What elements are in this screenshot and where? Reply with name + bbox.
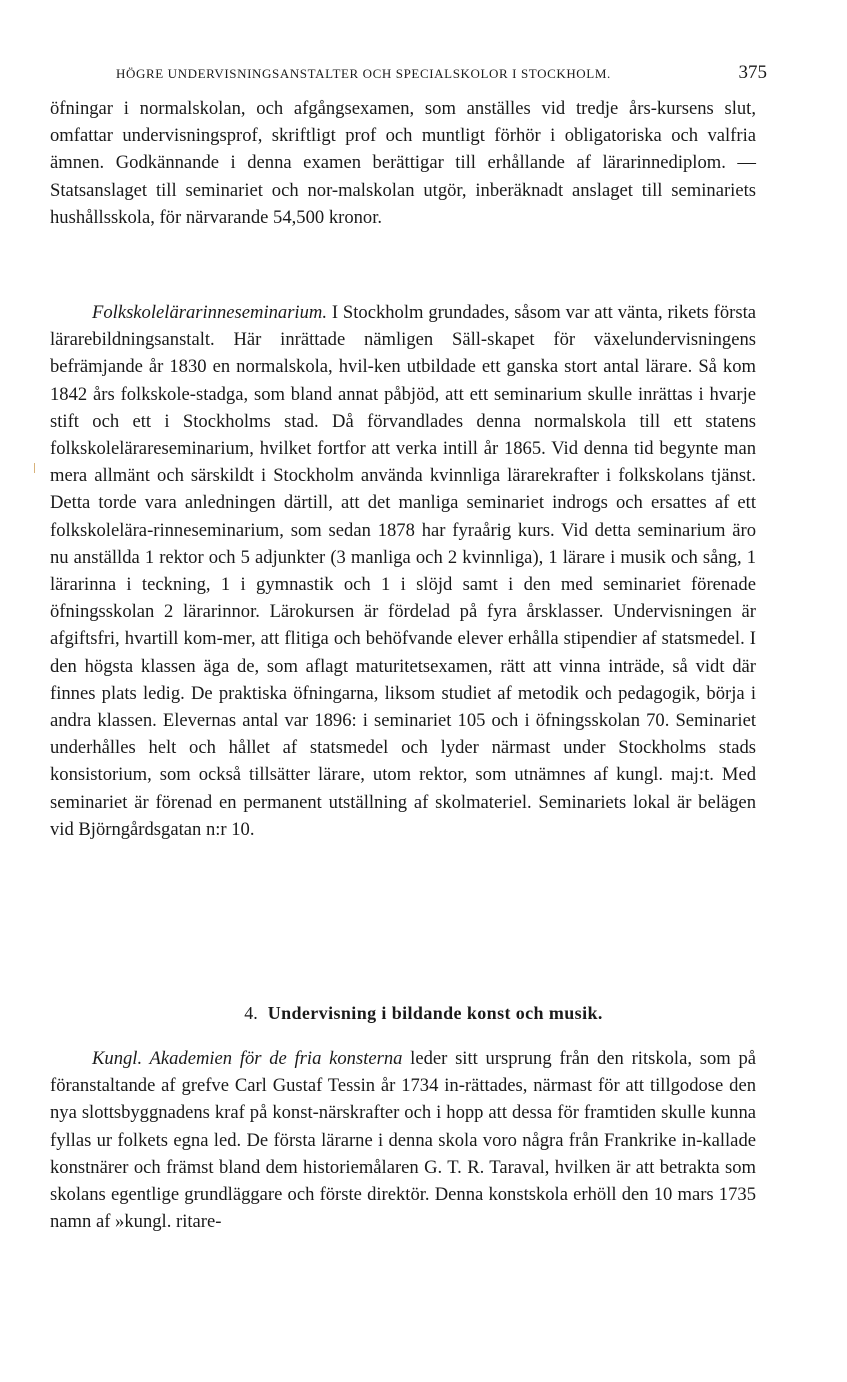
paragraph-text: leder sitt ursprung från den ritskola, som på föranstaltande af grefve Carl Gustaf Tessin år 1734 in-rättades, närmast för att tillgodose den nya slottsbyggnadens kraf på konst-närskrafter och i hopp att dessa för framtiden skulle kunna fyllas ur folkets egna led. De första lärarne i denna skola voro några från Frankrike in-kallade konstnärer och främst bland dem historiemålaren G. T. R. Taraval, hvilken är att betrakta som skolans egentlige grundläggare och förste direktör. Denna konstskola erhöll den 10 mars 1735 namn af »kungl. ritare- <box>50 1048 756 1233</box>
paragraph-run-in-title: Folkskolelärarinneseminarium. <box>92 302 327 323</box>
paragraph-body <box>50 299 756 843</box>
running-header <box>50 62 767 86</box>
margin-mark-stroke <box>34 463 35 473</box>
paragraph-text: I Stockholm grundades, såsom var att vänta, rikets första lärarebildningsanstalt. Här inrättade nämligen Säll-skapet för växelundervisningens befrämjande år 1830 en normalskola, hvil-ken utbildade ett ganska stort antal lärare. Så kom 1842 års folkskole-stadga, som bland annat påbjöd, att ett seminarium skulle inrättas i hvarje stift och ett i Stockholms stad. Då förvandlades denna normalskola till ett statens folkskolelärareseminarium, hvilket fortfor att verka intill år 1865. Vid denna tid begynte man mera allmänt och särskildt i Stockholm använda kvinnliga lärarekrafter i folkskolans tjänst. Detta torde vara anledningen därtill, att det manliga seminariet indrogs och ersattes af ett folkskolelära-rinneseminarium, som sedan 1878 har fyraårig kurs. Vid detta seminarium äro nu anställda 1 rektor och 5 adjunkter (3 manliga och 2 kvinnliga), 1 lärare i musik och sång, 1 lärarinna i teckning, 1 i gymnastik och 1 i slöjd samt i den med seminariet förenade öfningsskolan 2 lärarinnor. Lärokursen är fördelad på fyra årsklasser. Undervisningen är afgiftsfri, hvartill kom-mer, att flitiga och behöfvande elever erhålla stipendier af statsmedel. I den högsta klassen äga de, som aflagt maturitetsexamen, rätt att vinna inträde, så vidt där finnes plats ledig. De praktiska öfningarna, liksom studiet af metodik och pedagogik, börja i andra klassen. Elevernas antal var 1896: i seminariet 105 och i öfningsskolan 70. Seminariet underhålles helt och hållet af statsmedel och lyder närmast under Stockholms stads konsistorium, som också tillsätter lärare, utom rektor, som utnämnes af kungl. maj:t. Med seminariet är förenad en permanent utställning af skolmateriel. Seminariets lokal är belägen vid Björngårdsgatan n:r 10. <box>50 302 756 840</box>
margin-mark <box>33 459 36 479</box>
paragraph-normalskolan <box>50 95 756 231</box>
paragraph-text: öfningar i normalskolan, och afgångsexamen, som anställes vid tredje års-kursens slut, omfattar undervisningsprof, skriftligt prof och muntligt förhör i obligatoriska och valfria ämnen. Godkännande i denna examen berättigar till erhållande af lärarinnediplom. — Statsanslaget till seminariet och nor-malskolan utgör, inberäknadt anslaget till seminariets hushållsskola, för närvarande 54,500 kronor. <box>50 98 756 228</box>
paragraph-run-in-title: Kungl. Akademien för de fria konsterna <box>92 1048 403 1069</box>
paragraph-body <box>50 1045 756 1235</box>
paragraph-folkskolelararinneseminarium <box>50 299 756 843</box>
section-number: 4. <box>244 1003 258 1023</box>
page-number: 375 <box>738 62 767 83</box>
running-title: HÖGRE UNDERVISNINGSANSTALTER OCH SPECIALSKOLOR I STOCKHOLM. <box>116 66 611 81</box>
section-heading <box>0 1003 847 1024</box>
section-title: Undervisning i bildande konst och musik. <box>267 1003 603 1023</box>
paragraph-konstakademien <box>50 1045 756 1235</box>
